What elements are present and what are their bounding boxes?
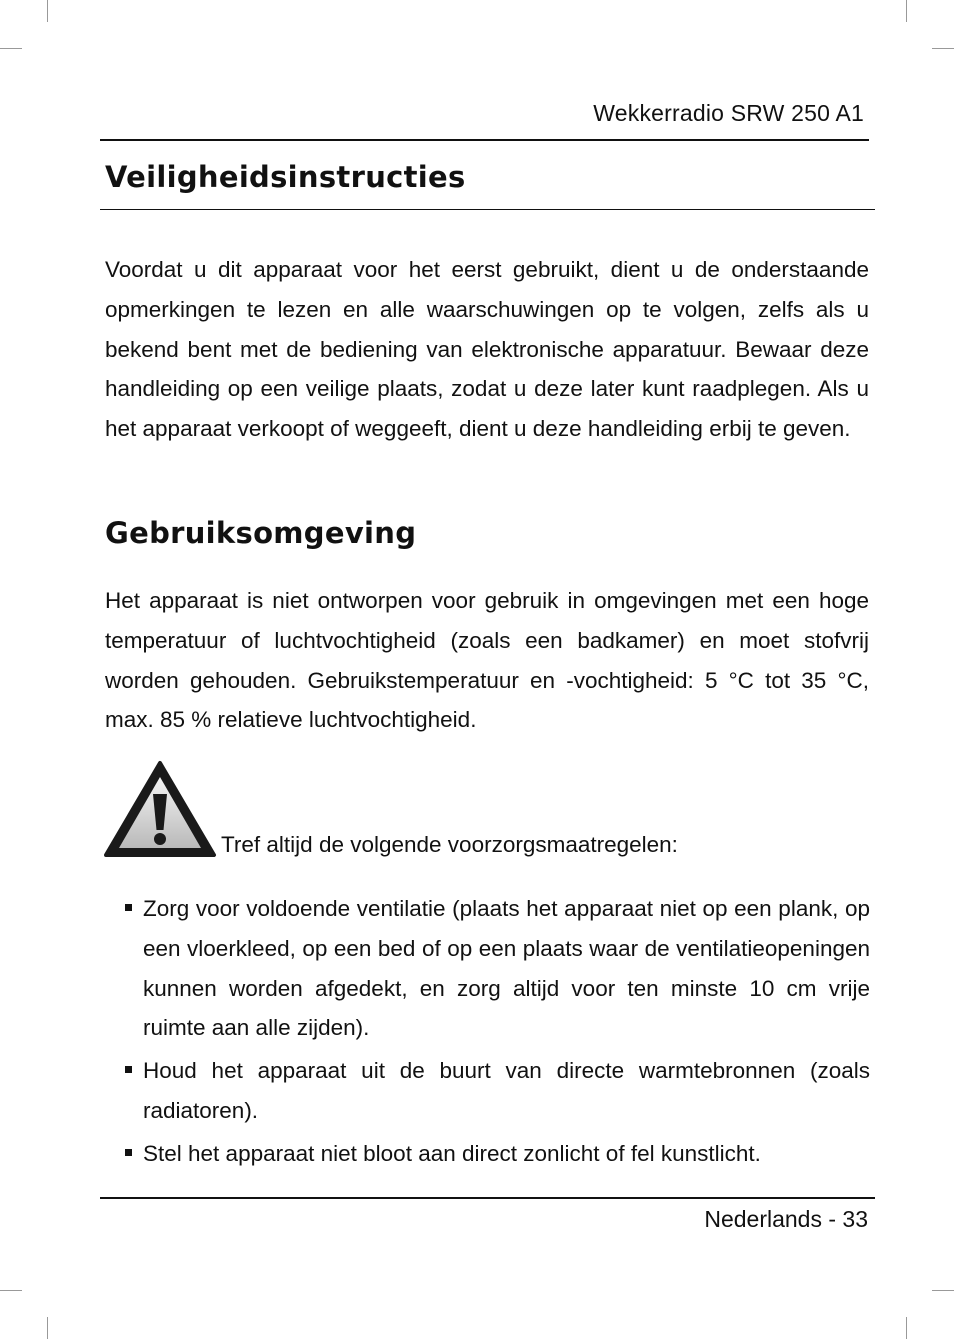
crop-mark bbox=[906, 1317, 907, 1339]
warning-triangle-icon bbox=[103, 760, 217, 858]
crop-mark bbox=[906, 0, 907, 22]
crop-mark bbox=[47, 0, 48, 22]
list-item: Houd het apparaat uit de buurt van directe warmtebronnen (zoals radiatoren). bbox=[124, 1051, 870, 1131]
footer-rule bbox=[100, 1197, 875, 1199]
crop-mark bbox=[47, 1317, 48, 1339]
section-heading-safety: Veiligheidsinstructies bbox=[105, 160, 466, 194]
page-number: Nederlands - 33 bbox=[704, 1206, 868, 1232]
precautions-list bbox=[124, 889, 870, 1177]
list-item: Zorg voor voldoende ventilatie (plaats het apparaat niet op een plank, op een vloerkleed, op een bed of op een plaats waar de ventilatieopeningen kunnen worden afgedekt, en zorg altijd voor ten minste 10 cm vrije ruimte aan alle zijden). bbox=[124, 889, 870, 1048]
crop-mark bbox=[932, 1290, 954, 1291]
header-rule bbox=[100, 139, 869, 141]
heading-rule bbox=[100, 209, 875, 210]
running-header: Wekkerradio SRW 250 A1 bbox=[593, 100, 864, 126]
environment-paragraph: Het apparaat is niet ontworpen voor gebruik in omgevingen met een hoge temperatuur of luchtvochtigheid (zoals een badkamer) en moet stofvrij worden gehouden. Gebruikstemperatuur en -vochtigheid: 5 °C tot 35 °C, max. 85 % relatieve luchtvochtigheid. bbox=[105, 588, 869, 733]
warning-text: Tref altijd de volgende voorzorgsmaatregelen: bbox=[221, 832, 678, 857]
list-item: Stel het apparaat niet bloot aan direct zonlicht of fel kunstlicht. bbox=[124, 1134, 870, 1174]
section-heading-environment: Gebruiksomgeving bbox=[105, 516, 417, 550]
crop-mark bbox=[0, 1290, 22, 1291]
safety-paragraph: Voordat u dit apparaat voor het eerst gebruikt, dient u de onderstaande opmerkingen te lezen en alle waarschuwingen op te volgen, zelfs als u bekend bent met de bediening van elektronische apparatuur. Bewaar deze handleiding op een veilige plaats, zodat u deze later kunt raadplegen. Als u het apparaat verkoopt of weggeeft, dient u deze handleiding erbij te geven. bbox=[105, 257, 869, 442]
crop-mark bbox=[932, 48, 954, 49]
crop-mark bbox=[0, 48, 22, 49]
